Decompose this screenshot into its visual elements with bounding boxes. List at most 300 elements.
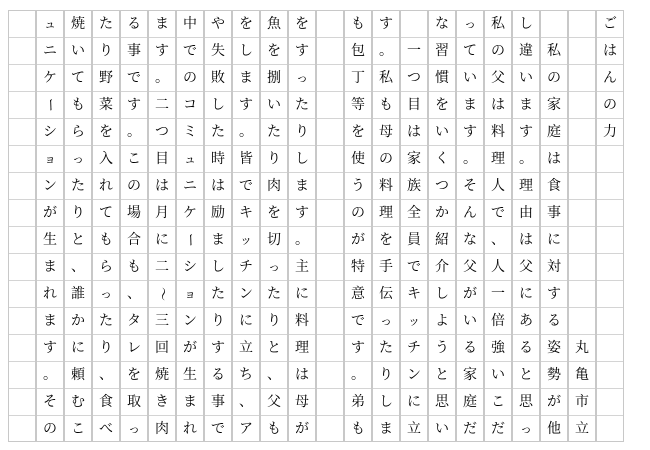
manuscript-char: 切 (267, 232, 281, 248)
manuscript-char: 料 (295, 313, 309, 329)
manuscript-char: こ (127, 151, 141, 167)
manuscript-char: す (295, 205, 309, 221)
manuscript-char: す (351, 340, 365, 356)
manuscript-column (456, 10, 484, 442)
manuscript-char: ン (407, 367, 421, 383)
manuscript-char: 族 (407, 178, 421, 194)
manuscript-char: も (71, 97, 85, 113)
manuscript-char: 中 (183, 16, 197, 32)
manuscript-char: キ (407, 286, 421, 302)
manuscript-char: は (407, 124, 421, 140)
manuscript-char: ま (519, 97, 533, 113)
manuscript-char: 力 (603, 124, 617, 140)
manuscript-char: の (183, 70, 197, 86)
manuscript-char: い (463, 313, 477, 329)
manuscript-char: 理 (379, 205, 393, 221)
manuscript-char: す (547, 286, 561, 302)
manuscript-char: も (127, 259, 141, 275)
manuscript-column (176, 10, 204, 442)
manuscript-char: っ (267, 260, 280, 274)
manuscript-char: た (379, 340, 393, 356)
manuscript-char: つ (155, 124, 169, 140)
manuscript-column (400, 10, 428, 442)
manuscript-char: も (267, 421, 281, 437)
manuscript-char: な (463, 232, 477, 248)
manuscript-char: 頼 (71, 367, 85, 383)
manuscript-char: 菜 (99, 97, 113, 113)
manuscript-char: こ (71, 421, 85, 437)
manuscript-char: た (99, 313, 113, 329)
manuscript-char: 食 (99, 394, 113, 410)
manuscript-char: そ (463, 178, 477, 194)
manuscript-char: 事 (547, 205, 561, 221)
manuscript-char: 他 (547, 421, 561, 437)
manuscript-char: 父 (491, 70, 505, 86)
manuscript-char: 習 (435, 43, 449, 59)
manuscript-char: 皆 (239, 151, 253, 167)
manuscript-char: を (99, 124, 113, 140)
manuscript-char: を (267, 43, 281, 59)
manuscript-char: 立 (407, 421, 421, 437)
manuscript-char: 手 (379, 259, 393, 275)
manuscript-char: の (43, 421, 57, 437)
manuscript-char: す (379, 16, 393, 32)
manuscript-char: 。 (351, 367, 365, 383)
manuscript-char: は (491, 97, 505, 113)
manuscript-char: と (267, 340, 281, 356)
manuscript-char: ュ (183, 152, 196, 166)
manuscript-char: 理 (295, 340, 309, 356)
manuscript-char: ミ (183, 124, 197, 140)
manuscript-char: 生 (183, 367, 197, 383)
manuscript-char: い (71, 43, 85, 59)
manuscript-char: 二 (155, 97, 169, 113)
manuscript-char: は (519, 232, 533, 248)
manuscript-char: ち (239, 367, 253, 383)
manuscript-char: で (351, 313, 365, 329)
manuscript-char: も (99, 232, 113, 248)
manuscript-char: っ (127, 422, 140, 436)
manuscript-char: ア (239, 421, 253, 437)
manuscript-char: 違 (519, 43, 533, 59)
manuscript-char: し (211, 259, 225, 275)
manuscript-column (64, 10, 92, 442)
manuscript-char: に (407, 394, 421, 410)
manuscript-char: も (351, 421, 365, 437)
manuscript-char: う (435, 340, 449, 356)
manuscript-char: チ (239, 259, 253, 275)
manuscript-char: ら (99, 259, 113, 275)
manuscript-char: で (211, 421, 225, 437)
manuscript-char: 員 (407, 232, 421, 248)
manuscript-char: に (155, 232, 169, 248)
manuscript-column (344, 10, 372, 442)
manuscript-char: は (603, 43, 617, 59)
manuscript-char: を (435, 97, 449, 113)
manuscript-char: ン (239, 286, 253, 302)
manuscript-char: 取 (127, 394, 141, 410)
manuscript-char: 料 (379, 178, 393, 194)
manuscript-char: い (463, 70, 477, 86)
manuscript-char: す (519, 124, 533, 140)
manuscript-char: ま (463, 97, 477, 113)
manuscript-char: も (379, 97, 393, 113)
manuscript-char: ョ (43, 152, 56, 166)
manuscript-char: ニ (183, 178, 197, 194)
manuscript-char: れ (99, 178, 113, 194)
manuscript-char: ま (183, 394, 197, 410)
manuscript-char: た (211, 124, 225, 140)
manuscript-char: ー (182, 233, 198, 247)
manuscript-char: 丸 (575, 340, 589, 356)
manuscript-column (316, 10, 344, 442)
manuscript-column (428, 10, 456, 442)
manuscript-char: 父 (463, 259, 477, 275)
manuscript-char: 勢 (547, 367, 561, 383)
manuscript-char: に (71, 340, 85, 356)
manuscript-char: 家 (547, 97, 561, 113)
manuscript-char: ケ (183, 205, 197, 221)
manuscript-char: 弟 (351, 394, 365, 410)
manuscript-char: 由 (519, 205, 533, 221)
manuscript-column (484, 10, 512, 442)
manuscript-column (288, 10, 316, 442)
manuscript-char: る (547, 313, 561, 329)
manuscript-char: ュ (43, 17, 56, 31)
manuscript-char: す (239, 97, 253, 113)
manuscript-char: 対 (547, 259, 561, 275)
manuscript-char: っ (463, 17, 476, 31)
manuscript-char: か (435, 205, 449, 221)
manuscript-char: 。 (295, 232, 309, 248)
manuscript-char: 、 (127, 286, 141, 302)
manuscript-char: の (491, 43, 505, 59)
manuscript-char: す (155, 43, 169, 59)
manuscript-char: て (99, 205, 113, 221)
manuscript-char: 捌 (267, 70, 281, 86)
manuscript-char: が (463, 286, 477, 302)
manuscript-char: に (239, 313, 253, 329)
manuscript-char: も (351, 16, 365, 32)
manuscript-char: よ (435, 313, 449, 329)
manuscript-char: か (71, 313, 85, 329)
manuscript-char: す (43, 340, 57, 356)
manuscript-char: ん (603, 70, 617, 86)
manuscript-char: 。 (379, 43, 393, 59)
manuscript-column (260, 10, 288, 442)
manuscript-char: ま (155, 16, 169, 32)
manuscript-char: に (519, 286, 533, 302)
manuscript-char: う (351, 178, 365, 194)
manuscript-char: ら (71, 124, 85, 140)
manuscript-char: で (239, 178, 253, 194)
manuscript-char: 立 (239, 340, 253, 356)
manuscript-char: シ (43, 124, 57, 140)
manuscript-char: 使 (351, 151, 365, 167)
manuscript-char: 料 (491, 124, 505, 140)
manuscript-char: い (491, 367, 505, 383)
manuscript-char: 私 (547, 43, 561, 59)
manuscript-column (232, 10, 260, 442)
manuscript-char: 焼 (71, 16, 85, 32)
manuscript-char: た (211, 286, 225, 302)
manuscript-char: す (295, 43, 309, 59)
manuscript-char: 、 (491, 232, 505, 248)
manuscript-char: て (71, 70, 85, 86)
manuscript-char: 庭 (463, 394, 477, 410)
manuscript-char: た (71, 178, 85, 194)
manuscript-char: ッ (407, 314, 420, 328)
manuscript-char: し (239, 43, 253, 59)
manuscript-char: が (43, 205, 57, 221)
manuscript-char: 二 (155, 259, 169, 275)
manuscript-char: 人 (491, 259, 505, 275)
manuscript-char: 誰 (71, 286, 85, 302)
manuscript-char: 特 (351, 259, 365, 275)
manuscript-char: し (211, 97, 225, 113)
manuscript-char: 父 (519, 259, 533, 275)
manuscript-char: 月 (155, 205, 169, 221)
manuscript-char: 一 (407, 43, 421, 59)
manuscript-char: り (267, 313, 281, 329)
manuscript-char: 理 (519, 178, 533, 194)
manuscript-char: む (71, 394, 85, 410)
manuscript-char: し (519, 16, 533, 32)
manuscript-char: 私 (379, 70, 393, 86)
manuscript-char: 家 (407, 151, 421, 167)
manuscript-char: コ (183, 97, 197, 113)
manuscript-char: で (127, 70, 141, 86)
manuscript-char: や (211, 16, 225, 32)
manuscript-char: っ (99, 287, 112, 301)
manuscript-char: に (295, 286, 309, 302)
manuscript-char: ま (295, 178, 309, 194)
manuscript-column (120, 10, 148, 442)
manuscript-char: る (519, 340, 533, 356)
manuscript-char: を (351, 124, 365, 140)
manuscript-char: 丁 (351, 70, 365, 86)
manuscript-column (568, 10, 596, 442)
manuscript-column (372, 10, 400, 442)
manuscript-char: 亀 (575, 367, 589, 383)
manuscript-char: ま (239, 70, 253, 86)
manuscript-char: で (407, 259, 421, 275)
manuscript-char: ケ (43, 70, 57, 86)
manuscript-char: 回 (155, 340, 169, 356)
manuscript-char: 食 (547, 178, 561, 194)
manuscript-char: 人 (491, 178, 505, 194)
manuscript-char: が (295, 421, 309, 437)
manuscript-char: つ (435, 178, 449, 194)
manuscript-char: 目 (407, 97, 421, 113)
manuscript-char: ョ (183, 287, 196, 301)
manuscript-char: ニ (43, 43, 57, 59)
manuscript-char: シ (183, 259, 197, 275)
manuscript-char: 。 (463, 151, 477, 167)
manuscript-char: に (547, 232, 561, 248)
manuscript-char: と (519, 367, 533, 383)
manuscript-char: 、 (267, 367, 281, 383)
manuscript-char: り (211, 313, 225, 329)
manuscript-char: し (435, 286, 449, 302)
manuscript-char: れ (43, 286, 57, 302)
manuscript-char: 目 (155, 151, 169, 167)
manuscript-char: い (435, 421, 449, 437)
manuscript-char: 。 (127, 124, 141, 140)
manuscript-char: で (183, 43, 197, 59)
manuscript-char: っ (295, 71, 308, 85)
manuscript-char: ま (43, 313, 57, 329)
manuscript-char: の (351, 205, 365, 221)
manuscript-char: り (379, 367, 393, 383)
manuscript-char: 事 (127, 43, 141, 59)
manuscript-char: ン (43, 178, 57, 194)
manuscript-char: て (463, 43, 477, 59)
manuscript-char: 等 (351, 97, 365, 113)
manuscript-char: が (183, 340, 197, 356)
manuscript-char: 生 (43, 232, 57, 248)
manuscript-char: す (127, 97, 141, 113)
manuscript-char: タ (127, 313, 141, 329)
manuscript-char: し (295, 151, 309, 167)
manuscript-char: ン (183, 313, 197, 329)
manuscript-char: た (267, 124, 281, 140)
manuscript-column (596, 10, 624, 442)
manuscript-char: 全 (407, 205, 421, 221)
manuscript-char: 家 (463, 367, 477, 383)
manuscript-char: が (351, 232, 365, 248)
manuscript-char: し (379, 394, 393, 410)
manuscript-char: 魚 (267, 16, 281, 32)
manuscript-char: ま (43, 259, 57, 275)
manuscript-char: 焼 (155, 367, 169, 383)
manuscript-char: 伝 (379, 286, 393, 302)
manuscript-char: 立 (575, 421, 589, 437)
manuscript-char: の (603, 97, 617, 113)
manuscript-char: 、 (71, 259, 85, 275)
manuscript-char: が (547, 394, 561, 410)
manuscript-char: 一 (491, 286, 505, 302)
manuscript-char: の (379, 151, 393, 167)
manuscript-char: 父 (267, 394, 281, 410)
manuscript-char: あ (519, 313, 533, 329)
manuscript-char: っ (379, 314, 392, 328)
manuscript-char: 事 (211, 394, 225, 410)
manuscript-column (36, 10, 64, 442)
manuscript-char: を (239, 16, 253, 32)
manuscript-column (204, 10, 232, 442)
manuscript-char: だ (463, 421, 477, 437)
manuscript-char: ー (42, 98, 58, 112)
manuscript-char: い (267, 97, 281, 113)
manuscript-char: い (519, 70, 533, 86)
manuscript-column (92, 10, 120, 442)
manuscript-char: 庭 (547, 124, 561, 140)
manuscript-char: 時 (211, 151, 225, 167)
manuscript-char: 、 (239, 394, 253, 410)
manuscript-char: は (547, 151, 561, 167)
manuscript-char: 。 (519, 151, 533, 167)
manuscript-char: る (127, 16, 141, 32)
manuscript-char: を (379, 232, 393, 248)
manuscript-char: の (547, 70, 561, 86)
manuscript-char: り (267, 151, 281, 167)
manuscript-char: キ (239, 205, 253, 221)
manuscript-char: だ (491, 421, 505, 437)
manuscript-char: は (211, 178, 225, 194)
manuscript-char: 肉 (155, 421, 169, 437)
manuscript-char: と (71, 232, 85, 248)
manuscript-char: 励 (211, 205, 225, 221)
manuscript-char: り (99, 43, 113, 59)
manuscript-char: は (155, 178, 169, 194)
manuscript-char: を (267, 205, 281, 221)
manuscript-char: で (491, 205, 505, 221)
manuscript-char: 野 (99, 70, 113, 86)
manuscript-char: と (435, 367, 449, 383)
manuscript-char: ま (379, 421, 393, 437)
manuscript-char: べ (99, 421, 113, 437)
manuscript-char: ッ (239, 233, 252, 247)
manuscript-char: ～ (154, 287, 170, 301)
manuscript-char: 意 (351, 286, 365, 302)
manuscript-char: 私 (491, 16, 505, 32)
manuscript-column (148, 10, 176, 442)
manuscript-char: り (99, 340, 113, 356)
manuscript-char: 失 (211, 43, 225, 59)
manuscript-char: チ (407, 340, 421, 356)
manuscript-column (512, 10, 540, 442)
manuscript-char: な (435, 16, 449, 32)
manuscript-char: る (211, 367, 225, 383)
manuscript-char: ん (463, 205, 477, 221)
manuscript-char: 場 (127, 205, 141, 221)
manuscript-char: 母 (379, 124, 393, 140)
manuscript-char: 理 (491, 151, 505, 167)
manuscript-char: 慣 (435, 70, 449, 86)
manuscript-char: た (295, 97, 309, 113)
manuscript-char: を (295, 16, 309, 32)
manuscript-char: そ (43, 394, 57, 410)
manuscript-char: こ (491, 394, 505, 410)
manuscript-char: レ (127, 340, 141, 356)
manuscript-char: 合 (127, 232, 141, 248)
manuscript-char: ま (211, 232, 225, 248)
manuscript-char: っ (71, 152, 84, 166)
manuscript-char: 思 (519, 394, 533, 410)
manuscript-char: 強 (491, 340, 505, 356)
manuscript-char: 市 (575, 394, 589, 410)
manuscript-char: 。 (155, 70, 169, 86)
manuscript-char: ご (603, 16, 617, 32)
manuscript-char: つ (407, 70, 421, 86)
manuscript-char: っ (519, 422, 532, 436)
manuscript-char: り (71, 205, 85, 221)
manuscript-char: 三 (155, 313, 169, 329)
manuscript-char: く (435, 151, 449, 167)
manuscript-char: す (463, 124, 477, 140)
manuscript-char: 。 (239, 124, 253, 140)
manuscript-char: 肉 (267, 178, 281, 194)
manuscript-char: い (435, 124, 449, 140)
manuscript-char: 紹 (435, 232, 449, 248)
manuscript-char: れ (183, 421, 197, 437)
manuscript-char: す (211, 340, 225, 356)
manuscript-column (8, 10, 36, 442)
manuscript-char: 思 (435, 394, 449, 410)
manuscript-char: 入 (99, 151, 113, 167)
manuscript-char: 主 (295, 259, 309, 275)
